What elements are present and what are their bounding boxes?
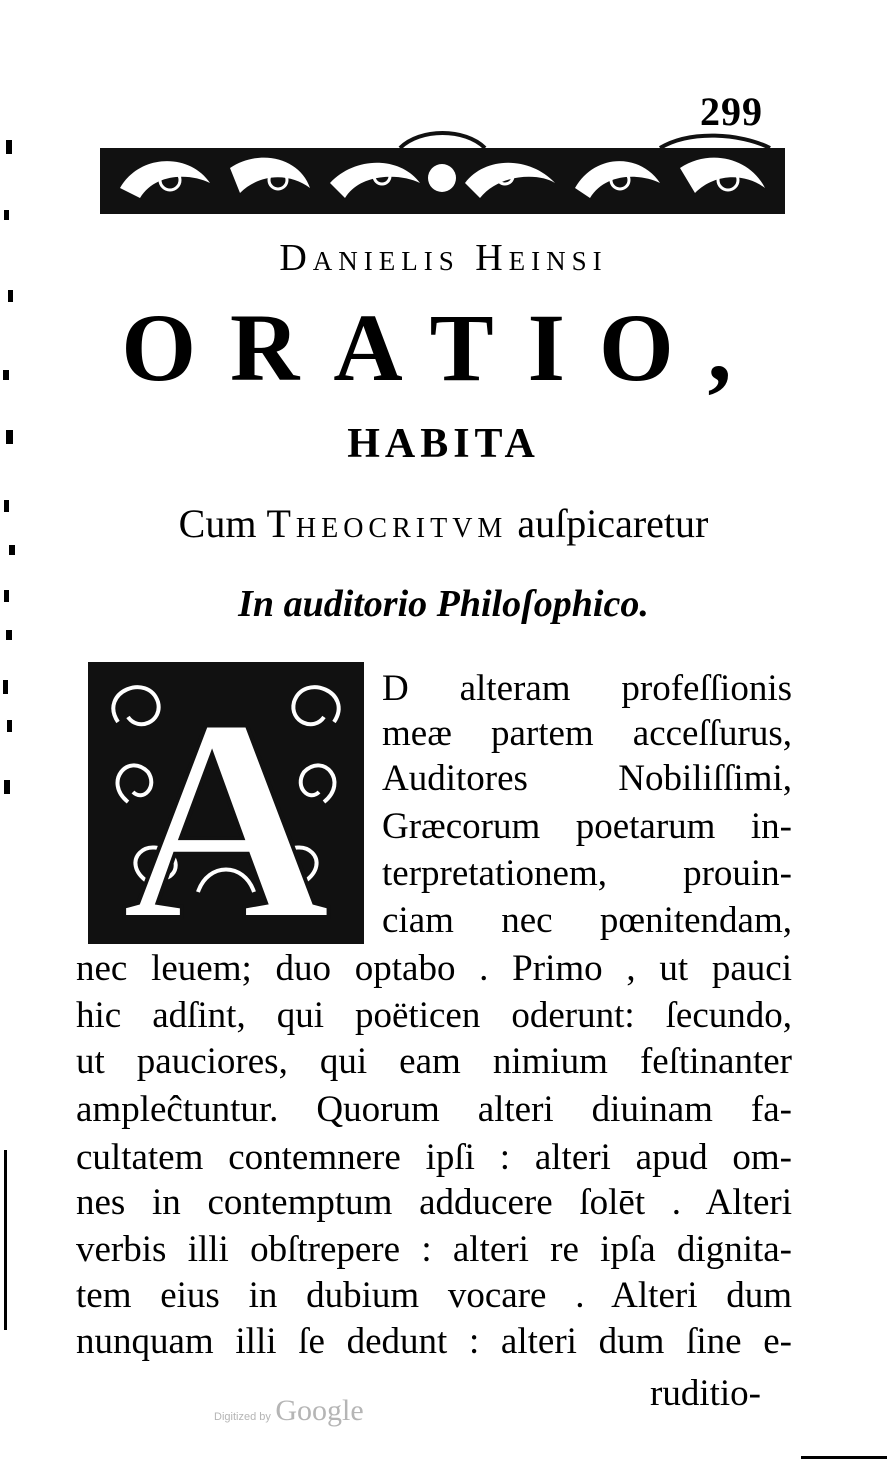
occasion-line: [0, 500, 887, 547]
text-line: nes in contemptum adducere ſolēt . Alteri: [76, 1182, 792, 1223]
page-edge-marks: [0, 100, 26, 900]
text-line: tem eius in dubium vocare . Alteri dum: [76, 1275, 792, 1316]
edge-shadow: [801, 1456, 887, 1459]
initial-letter: [121, 662, 330, 944]
author-heading: Danielis Heinsi: [279, 237, 608, 279]
text-line: nunquam illi ſe dedunt : alteri dum ſine e-: [76, 1321, 792, 1362]
text-line: Auditores Nobiliſſimi,: [382, 758, 792, 799]
catchword: ruditio-: [650, 1373, 761, 1414]
text-line: Græcorum poetarum in-: [382, 806, 792, 847]
page-number: 299: [700, 89, 763, 134]
text-line: D alteram profeſſionis: [382, 668, 792, 709]
digitization-watermark: [214, 1394, 364, 1428]
decorated-initial: [88, 662, 364, 944]
occasion-suffix: auſpicaretur: [517, 501, 709, 546]
text-line: nec leuem; duo optabo . Primo , ut pauci: [76, 948, 792, 989]
text-line: ampleĉtuntur. Quorum alteri diuinam fa-: [76, 1089, 792, 1130]
subtitle-habita: HABITA: [347, 421, 540, 467]
text-line: cultatem contemnere ipſi : alteri apud om-: [76, 1137, 792, 1178]
watermark-small: Digitized by: [214, 1411, 271, 1423]
svg-text:A: A: [121, 662, 331, 944]
watermark-big: Google: [275, 1394, 364, 1427]
text-line: ut pauciores, qui eam nimium feſtinanter: [76, 1041, 792, 1082]
occasion-prefix: Cum: [178, 501, 257, 546]
text-line: ciam nec pœnitendam,: [382, 900, 792, 941]
occasion-name: Theocritvm: [266, 501, 508, 546]
oration-title: ORATIO,: [121, 294, 766, 401]
place-line: In auditorio Philoſophico.: [238, 583, 649, 625]
text-line: verbis illi obſtrepere : alteri re ipſa dignita-: [76, 1229, 792, 1270]
text-line: terpretationem, prouin-: [382, 853, 792, 894]
decorative-headpiece: [100, 128, 785, 220]
text-line: meæ partem acceſſurus,: [382, 713, 792, 754]
text-line: hic adſint, qui poëticen oderunt: ſecundo,: [76, 995, 792, 1036]
edge-shadow: [4, 1150, 7, 1330]
